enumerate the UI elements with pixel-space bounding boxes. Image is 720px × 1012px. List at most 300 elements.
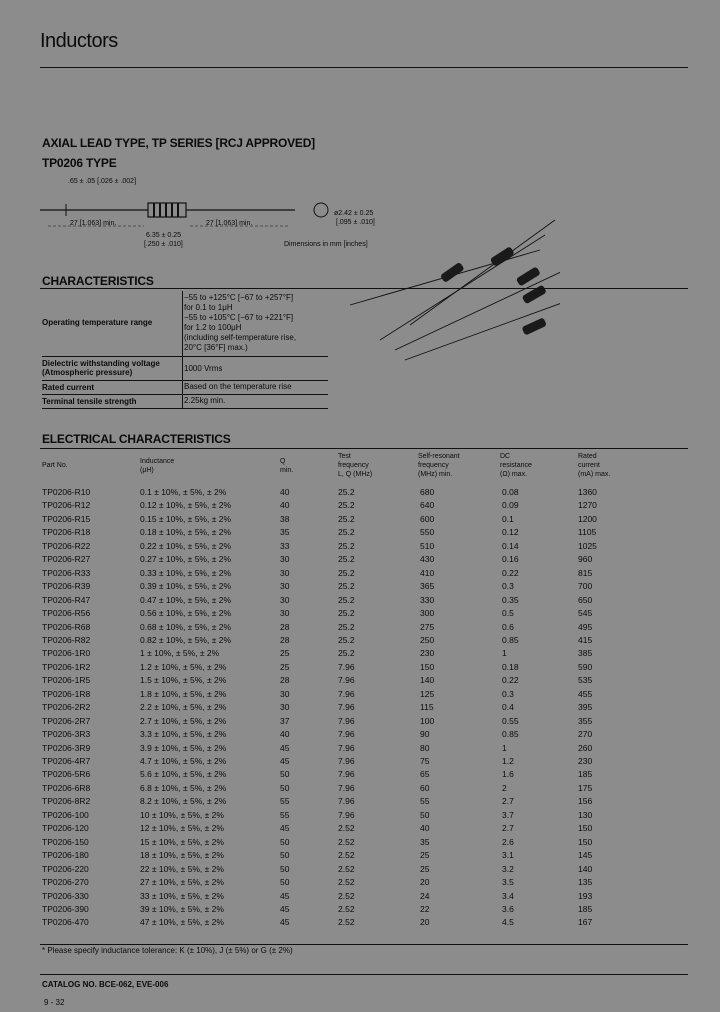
cell-dc-resistance: 2.7 (502, 823, 514, 834)
cell-rated-current: 230 (578, 756, 593, 766)
cell-q-min: 37 (280, 715, 290, 726)
cell-test-frequency: 7.96 (338, 702, 355, 713)
cell-self-resonant-frequency: 115 (420, 702, 434, 713)
header-q-2: min. (280, 467, 294, 474)
electrical-title: ELECTRICAL CHARACTERISTICS (42, 432, 231, 446)
table-row (42, 728, 688, 742)
cell-dc-resistance: 0.22 (502, 675, 519, 686)
cell-test-frequency: 7.96 (338, 729, 355, 740)
cell-q-min: 45 (280, 917, 290, 928)
cell-rated-current: 1360 (578, 487, 597, 497)
cell-q-min: 30 (280, 594, 290, 605)
cell-inductance: 8.2 ± 10%, ± 5%, ± 2% (140, 796, 227, 807)
header-srf-1: Self-resonant (418, 453, 460, 460)
cell-dc-resistance: 3.6 (502, 903, 514, 914)
cell-self-resonant-frequency: 24 (420, 890, 430, 901)
cell-test-frequency: 25.2 (338, 621, 355, 632)
electrical-rule (40, 448, 688, 449)
cell-self-resonant-frequency: 275 (420, 621, 435, 632)
cell-test-frequency: 25.2 (338, 608, 355, 619)
body-diameter-inch-label: [.095 ± .010] (336, 219, 375, 226)
cell-rated-current: 150 (578, 836, 593, 847)
cell-rated-current: 130 (578, 809, 593, 820)
cell-self-resonant-frequency: 150 (420, 661, 435, 672)
cell-inductance: 1.2 ± 10%, ± 5%, ± 2% (140, 661, 227, 672)
cell-rated-current: 1105 (578, 527, 597, 538)
cell-dc-resistance: 0.6 (502, 621, 514, 632)
lead-right-label: 27 [1.063] min. (206, 220, 253, 227)
table-row (42, 890, 688, 904)
cell-self-resonant-frequency: 100 (420, 715, 435, 726)
cell-inductance: 47 ± 10%, ± 5%, ± 2% (140, 917, 224, 928)
cell-test-frequency: 2.52 (338, 863, 355, 874)
cell-dc-resistance: 0.1 (502, 513, 514, 524)
cell-test-frequency: 2.52 (338, 836, 355, 847)
cell-q-min: 35 (280, 527, 290, 538)
cell-q-min: 50 (280, 782, 290, 793)
cell-self-resonant-frequency: 250 (420, 634, 435, 645)
table-row (42, 755, 688, 769)
cell-part-no: TP0206-2R7 (42, 715, 91, 726)
cell-part-no: TP0206-120 (42, 823, 89, 834)
cell-rated-current: 545 (578, 608, 593, 619)
table-row (42, 580, 688, 594)
cell-dc-resistance: 0.3 (502, 688, 514, 699)
electrical-header (42, 452, 688, 484)
cell-rated-current: 145 (578, 850, 593, 861)
cell-dc-resistance: 0.14 (502, 540, 519, 551)
cell-rated-current: 455 (578, 688, 593, 699)
cell-dc-resistance: 0.55 (502, 715, 519, 726)
cell-self-resonant-frequency: 680 (420, 487, 435, 497)
table-row (42, 782, 688, 796)
table-row (42, 822, 688, 836)
cell-test-frequency: 2.52 (338, 903, 355, 914)
cell-part-no: TP0206-6R8 (42, 782, 91, 793)
cell-rated-current: 495 (578, 621, 593, 632)
cell-inductance: 0.82 ± 10%, ± 5%, ± 2% (140, 634, 232, 645)
op-temp-line-5: (including self-temperature rise, (184, 333, 297, 342)
cell-rated-current: 650 (578, 594, 593, 605)
cell-dc-resistance: 3.4 (502, 890, 514, 901)
characteristics-rule (40, 288, 688, 289)
header-freq-3: L, Q (MHz) (338, 471, 373, 478)
op-temp-label: Operating temperature range (42, 318, 153, 327)
cell-rated-current: 167 (578, 917, 593, 928)
cell-rated-current: 1270 (578, 500, 597, 511)
cell-test-frequency: 2.52 (338, 917, 355, 928)
cell-inductance: 1 ± 10%, ± 5%, ± 2% (140, 648, 220, 659)
cell-rated-current: 135 (578, 877, 593, 888)
cell-self-resonant-frequency: 20 (420, 877, 430, 888)
table-row (42, 849, 688, 863)
table-row (42, 809, 688, 823)
cell-rated-current: 193 (578, 890, 593, 901)
table-row (42, 863, 688, 877)
cell-self-resonant-frequency: 90 (420, 729, 430, 740)
footer-rule (40, 974, 688, 975)
cell-test-frequency: 7.96 (338, 688, 355, 699)
op-temp-line-3: −55 to +105°C [−67 to +221°F] (184, 313, 294, 322)
cell-part-no: TP0206-R47 (42, 594, 91, 605)
cell-inductance: 0.27 ± 10%, ± 5%, ± 2% (140, 554, 232, 565)
cell-self-resonant-frequency: 125 (420, 688, 435, 699)
cell-q-min: 45 (280, 823, 290, 834)
cell-part-no: TP0206-1R8 (42, 688, 91, 699)
op-temp-line-1: −55 to +125°C [−67 to +257°F] (184, 293, 294, 302)
cell-test-frequency: 25.2 (338, 554, 355, 565)
rated-current-row (42, 381, 328, 395)
cell-inductance: 0.68 ± 10%, ± 5%, ± 2% (140, 621, 232, 632)
cell-inductance: 0.33 ± 10%, ± 5%, ± 2% (140, 567, 232, 578)
cell-self-resonant-frequency: 25 (420, 850, 430, 861)
cell-part-no: TP0206-5R6 (42, 769, 91, 780)
cell-self-resonant-frequency: 35 (420, 836, 430, 847)
tolerance-note: * Please specify inductance tolerance: K (± 10%), J (± 5%) or G (± 2%) (42, 946, 293, 955)
cell-rated-current: 415 (578, 634, 593, 645)
cell-inductance: 2.7 ± 10%, ± 5%, ± 2% (140, 715, 227, 726)
cell-rated-current: 156 (578, 796, 593, 807)
cell-test-frequency: 2.52 (338, 890, 355, 901)
cell-self-resonant-frequency: 75 (420, 756, 430, 766)
cell-test-frequency: 25.2 (338, 500, 355, 511)
cell-part-no: TP0206-R68 (42, 621, 91, 632)
cell-dc-resistance: 2.7 (502, 796, 514, 807)
table-row (42, 701, 688, 715)
dielectric-label-1: Dielectric withstanding voltage (42, 359, 160, 368)
header-inductance-2: (μH) (140, 467, 154, 474)
cell-rated-current: 270 (578, 729, 593, 740)
cell-rated-current: 395 (578, 702, 593, 713)
cell-q-min: 45 (280, 890, 290, 901)
cell-q-min: 30 (280, 702, 290, 713)
cell-q-min: 25 (280, 661, 290, 672)
cell-part-no: TP0206-100 (42, 809, 89, 820)
cell-rated-current: 150 (578, 823, 593, 834)
inductor-photo (340, 210, 560, 370)
cell-self-resonant-frequency: 80 (420, 742, 430, 753)
cell-self-resonant-frequency: 55 (420, 796, 430, 807)
cell-self-resonant-frequency: 65 (420, 769, 430, 780)
op-temp-line-2: for 0.1 to 1μH (184, 303, 233, 312)
table-row (42, 876, 688, 890)
cell-part-no: TP0206-330 (42, 890, 89, 901)
table-row (42, 567, 688, 581)
wire-diameter-label: .65 ± .05 [.026 ± .002] (68, 178, 137, 185)
cell-rated-current: 1025 (578, 540, 597, 551)
table-row (42, 742, 688, 756)
cell-inductance: 0.22 ± 10%, ± 5%, ± 2% (140, 540, 232, 551)
op-temp-row (42, 291, 328, 357)
cell-dc-resistance: 2.6 (502, 836, 514, 847)
cell-test-frequency: 25.2 (338, 527, 355, 538)
table-row (42, 836, 688, 850)
cell-self-resonant-frequency: 25 (420, 863, 430, 874)
dielectric-label-2: (Atmospheric pressure) (42, 368, 133, 377)
header-current-1: Rated (578, 453, 597, 460)
cell-q-min: 50 (280, 877, 290, 888)
table-row (42, 916, 688, 930)
cell-part-no: TP0206-8R2 (42, 796, 91, 807)
cell-q-min: 50 (280, 863, 290, 874)
cell-dc-resistance: 3.1 (502, 850, 514, 861)
cell-dc-resistance: 1.6 (502, 769, 514, 780)
cell-dc-resistance: 0.35 (502, 594, 519, 605)
cell-part-no: TP0206-3R9 (42, 742, 91, 753)
cell-inductance: 1.5 ± 10%, ± 5%, ± 2% (140, 675, 227, 686)
cell-test-frequency: 2.52 (338, 877, 355, 888)
cell-test-frequency: 2.52 (338, 823, 355, 834)
cell-dc-resistance: 0.16 (502, 554, 519, 565)
tensile-label: Terminal tensile strength (42, 397, 137, 406)
cell-q-min: 45 (280, 756, 290, 766)
table-row (42, 647, 688, 661)
cell-dc-resistance: 0.09 (502, 500, 519, 511)
cell-rated-current: 175 (578, 782, 593, 793)
cell-inductance: 0.12 ± 10%, ± 5%, ± 2% (140, 500, 232, 511)
cell-test-frequency: 25.2 (338, 487, 355, 497)
cell-q-min: 50 (280, 836, 290, 847)
header-dc-3: (Ω) max. (500, 471, 528, 478)
cell-test-frequency: 2.52 (338, 850, 355, 861)
cell-part-no: TP0206-4R7 (42, 756, 91, 766)
header-srf-3: (MHz) min. (418, 471, 453, 478)
op-temp-line-6: 20°C [36°F] max.) (184, 343, 248, 352)
cell-test-frequency: 7.96 (338, 675, 355, 686)
table-row (42, 768, 688, 782)
cell-test-frequency: 25.2 (338, 581, 355, 592)
rated-current-label: Rated current (42, 383, 95, 392)
cell-self-resonant-frequency: 640 (420, 500, 435, 511)
cell-inductance: 3.3 ± 10%, ± 5%, ± 2% (140, 729, 227, 740)
table-bottom-rule (40, 944, 688, 945)
cell-part-no: TP0206-R33 (42, 567, 91, 578)
body-length-inch-label: [.250 ± .010] (144, 241, 183, 248)
cell-test-frequency: 7.96 (338, 769, 355, 780)
table-row (42, 499, 688, 513)
cell-test-frequency: 7.96 (338, 756, 355, 766)
cell-q-min: 55 (280, 796, 290, 807)
cell-part-no: TP0206-390 (42, 903, 89, 914)
characteristics-title: CHARACTERISTICS (42, 274, 154, 288)
catalog-number: CATALOG NO. BCE-062, EVE-006 (42, 980, 169, 989)
cell-part-no: TP0206-150 (42, 836, 89, 847)
cell-part-no: TP0206-R10 (42, 487, 91, 497)
header-q-1: Q (280, 458, 286, 465)
cell-rated-current: 260 (578, 742, 593, 753)
cell-dc-resistance: 0.18 (502, 661, 519, 672)
table-row (42, 903, 688, 917)
cell-test-frequency: 25.2 (338, 634, 355, 645)
cell-dc-resistance: 0.12 (502, 527, 519, 538)
cell-test-frequency: 7.96 (338, 715, 355, 726)
cell-dc-resistance: 1 (502, 648, 507, 659)
cell-self-resonant-frequency: 510 (420, 540, 435, 551)
cell-dc-resistance: 4.5 (502, 917, 514, 928)
page-number: 9 - 32 (44, 998, 65, 1007)
table-row (42, 661, 688, 675)
cell-q-min: 38 (280, 513, 290, 524)
cell-test-frequency: 25.2 (338, 594, 355, 605)
table-row (42, 621, 688, 635)
cell-dc-resistance: 3.5 (502, 877, 514, 888)
cell-rated-current: 535 (578, 675, 593, 686)
cell-part-no: TP0206-R12 (42, 500, 91, 511)
cell-part-no: TP0206-180 (42, 850, 89, 861)
cell-q-min: 55 (280, 809, 290, 820)
op-temp-line-4: for 1.2 to 100μH (184, 323, 242, 332)
cell-dc-resistance: 2 (502, 782, 507, 793)
cell-inductance: 6.8 ± 10%, ± 5%, ± 2% (140, 782, 227, 793)
cell-inductance: 5.6 ± 10%, ± 5%, ± 2% (140, 769, 227, 780)
page-title: Inductors (40, 30, 118, 52)
cell-self-resonant-frequency: 50 (420, 809, 430, 820)
cell-self-resonant-frequency: 230 (420, 648, 435, 659)
cell-part-no: TP0206-2R2 (42, 702, 91, 713)
cell-q-min: 33 (280, 540, 290, 551)
table-row (42, 674, 688, 688)
cell-inductance: 10 ± 10%, ± 5%, ± 2% (140, 809, 224, 820)
cell-q-min: 25 (280, 648, 290, 659)
series-title: AXIAL LEAD TYPE, TP SERIES [RCJ APPROVED] (42, 136, 315, 150)
cell-part-no: TP0206-R18 (42, 527, 91, 538)
rated-current-value: Based on the temperature rise (184, 382, 292, 391)
cell-part-no: TP0206-1R0 (42, 648, 91, 659)
cell-rated-current: 1200 (578, 513, 597, 524)
cell-q-min: 30 (280, 688, 290, 699)
cell-rated-current: 700 (578, 581, 593, 592)
cell-self-resonant-frequency: 40 (420, 823, 430, 834)
cell-inductance: 12 ± 10%, ± 5%, ± 2% (140, 823, 224, 834)
cell-self-resonant-frequency: 60 (420, 782, 430, 793)
cell-inductance: 0.56 ± 10%, ± 5%, ± 2% (140, 608, 232, 619)
cell-inductance: 15 ± 10%, ± 5%, ± 2% (140, 836, 224, 847)
cell-q-min: 30 (280, 581, 290, 592)
cell-inductance: 0.1 ± 10%, ± 5%, ± 2% (140, 487, 227, 497)
cell-test-frequency: 25.2 (338, 513, 355, 524)
cell-self-resonant-frequency: 365 (420, 581, 435, 592)
tensile-value: 2.25kg min. (184, 396, 226, 405)
cell-test-frequency: 7.96 (338, 661, 355, 672)
cell-rated-current: 960 (578, 554, 593, 565)
cell-inductance: 3.9 ± 10%, ± 5%, ± 2% (140, 742, 227, 753)
cell-q-min: 30 (280, 567, 290, 578)
cell-self-resonant-frequency: 300 (420, 608, 435, 619)
table-row (42, 634, 688, 648)
cell-q-min: 28 (280, 621, 290, 632)
cell-inductance: 1.8 ± 10%, ± 5%, ± 2% (140, 688, 227, 699)
table-row (42, 486, 688, 500)
cell-inductance: 0.47 ± 10%, ± 5%, ± 2% (140, 594, 232, 605)
cell-self-resonant-frequency: 140 (420, 675, 435, 686)
cell-test-frequency: 7.96 (338, 782, 355, 793)
cell-q-min: 40 (280, 500, 290, 511)
cell-inductance: 0.15 ± 10%, ± 5%, ± 2% (140, 513, 232, 524)
cell-inductance: 4.7 ± 10%, ± 5%, ± 2% (140, 756, 227, 766)
cell-q-min: 40 (280, 487, 290, 497)
table-row (42, 553, 688, 567)
cell-rated-current: 140 (578, 863, 593, 874)
dimension-units-note: Dimensions in mm [inches] (284, 241, 368, 248)
series-type: TP0206 TYPE (42, 156, 117, 170)
cell-dc-resistance: 0.5 (502, 608, 514, 619)
cell-inductance: 39 ± 10%, ± 5%, ± 2% (140, 903, 224, 914)
dielectric-value: 1000 Vrms (184, 364, 223, 373)
cell-self-resonant-frequency: 410 (420, 567, 435, 578)
cell-q-min: 40 (280, 729, 290, 740)
cell-q-min: 28 (280, 634, 290, 645)
cell-inductance: 27 ± 10%, ± 5%, ± 2% (140, 877, 224, 888)
header-dc-2: resistance (500, 462, 532, 469)
cell-dc-resistance: 3.7 (502, 809, 514, 820)
table-row (42, 526, 688, 540)
cell-part-no: TP0206-R56 (42, 608, 91, 619)
cell-dc-resistance: 0.85 (502, 729, 519, 740)
header-freq-1: Test (338, 453, 351, 460)
cell-q-min: 30 (280, 608, 290, 619)
cell-part-no: TP0206-R27 (42, 554, 91, 565)
cell-test-frequency: 25.2 (338, 567, 355, 578)
cell-rated-current: 355 (578, 715, 593, 726)
cell-inductance: 22 ± 10%, ± 5%, ± 2% (140, 863, 224, 874)
cell-dc-resistance: 0.22 (502, 567, 519, 578)
body-diameter-label: ø2.42 ± 0.25 (334, 210, 374, 217)
table-row (42, 594, 688, 608)
cell-dc-resistance: 0.08 (502, 487, 519, 497)
cell-q-min: 45 (280, 903, 290, 914)
cell-self-resonant-frequency: 550 (420, 527, 435, 538)
header-freq-2: frequency (338, 462, 369, 469)
cell-rated-current: 385 (578, 648, 593, 659)
cell-dc-resistance: 0.4 (502, 702, 514, 713)
table-row (42, 513, 688, 527)
cell-self-resonant-frequency: 22 (420, 903, 430, 914)
cell-part-no: TP0206-R15 (42, 513, 91, 524)
cell-self-resonant-frequency: 330 (420, 594, 435, 605)
cell-test-frequency: 25.2 (338, 648, 355, 659)
header-rule (40, 67, 688, 68)
cell-dc-resistance: 1.2 (502, 756, 514, 766)
cell-dc-resistance: 0.3 (502, 581, 514, 592)
cell-inductance: 2.2 ± 10%, ± 5%, ± 2% (140, 702, 227, 713)
cell-rated-current: 185 (578, 769, 593, 780)
dielectric-row (42, 357, 328, 381)
cell-q-min: 28 (280, 675, 290, 686)
cell-dc-resistance: 3.2 (502, 863, 514, 874)
table-row (42, 715, 688, 729)
cell-dc-resistance: 0.85 (502, 634, 519, 645)
cell-part-no: TP0206-3R3 (42, 729, 91, 740)
cell-q-min: 50 (280, 850, 290, 861)
header-current-2: current (578, 462, 600, 469)
cell-q-min: 45 (280, 742, 290, 753)
cell-rated-current: 185 (578, 903, 593, 914)
cell-inductance: 0.18 ± 10%, ± 5%, ± 2% (140, 527, 232, 538)
table-row (42, 607, 688, 621)
cell-part-no: TP0206-270 (42, 877, 89, 888)
cell-test-frequency: 7.96 (338, 796, 355, 807)
header-current-3: (mA) max. (578, 471, 611, 478)
table-row (42, 795, 688, 809)
cell-rated-current: 815 (578, 567, 593, 578)
cell-inductance: 18 ± 10%, ± 5%, ± 2% (140, 850, 224, 861)
tensile-row (42, 395, 328, 409)
lead-left-label: 27 [1.063] min. (70, 220, 117, 227)
cell-self-resonant-frequency: 20 (420, 917, 430, 928)
header-inductance-1: Inductance (140, 458, 175, 465)
cell-inductance: 33 ± 10%, ± 5%, ± 2% (140, 890, 224, 901)
cell-part-no: TP0206-R39 (42, 581, 91, 592)
